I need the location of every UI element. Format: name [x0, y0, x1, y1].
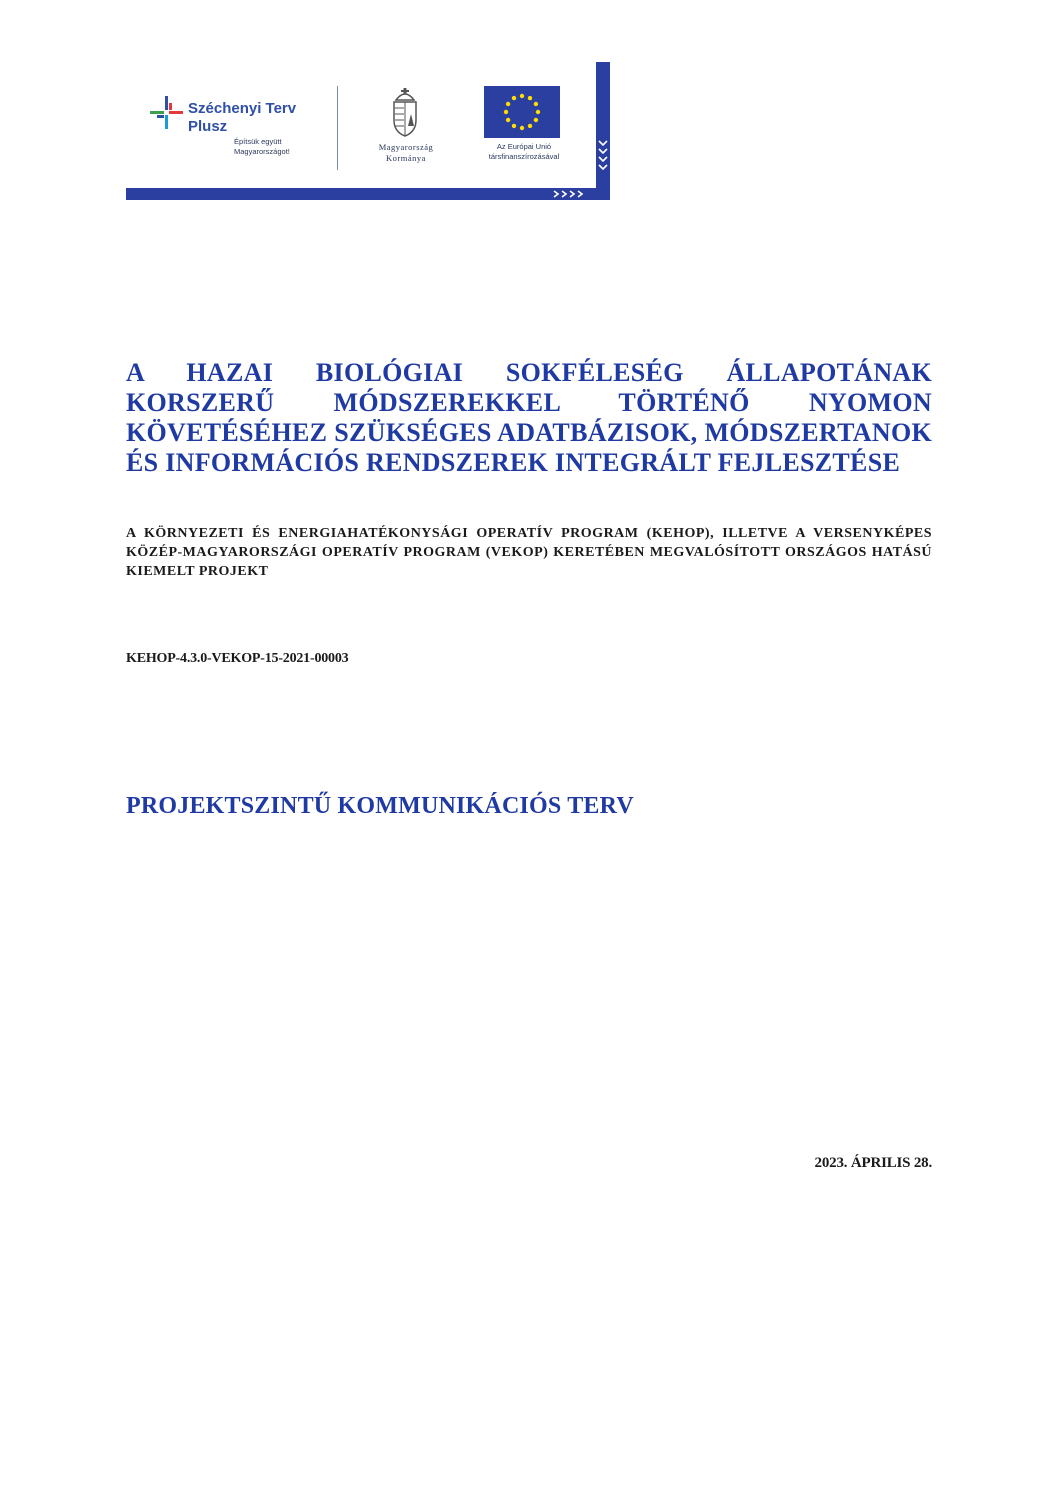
szechenyi-cross-icon: [150, 96, 186, 132]
szechenyi-name: Széchenyi Terv Plusz: [188, 100, 297, 135]
szechenyi-terv-plusz-logo: [150, 92, 340, 158]
main-title: A HAZAI BIOLÓGIAI SOKFÉLESÉG ÁLLAPOTÁNAK KORSZERŰ MÓDSZEREKKEL TÖRTÉNŐ NYOMON KÖVETÉSÉHEZ SZÜKSÉGES ADATBÁZISOK, MÓDSZERTANOK ÉS INFORMÁCIÓS RENDSZEREK INTEGRÁLT FEJLESZTÉSE: [126, 358, 932, 477]
header-banner: [126, 62, 610, 200]
project-code: KEHOP-4.3.0-VEKOP-15-2021-00003: [126, 651, 349, 666]
banner-side-bar: [596, 62, 610, 200]
government-label: Magyarország Kormánya: [378, 142, 434, 163]
banner-bottom-bar: [126, 188, 610, 200]
hungarian-coat-of-arms-icon: [390, 86, 420, 138]
chevrons-down-icon: [597, 138, 609, 172]
logo-divider: [337, 86, 338, 170]
document-date: 2023. ÁPRILIS 28.: [814, 1155, 932, 1171]
document-title: PROJEKTSZINTŰ KOMMUNIKÁCIÓS TERV: [126, 793, 634, 819]
eu-cofinancing-label: Az Európai Unió társfinanszírozásával: [488, 142, 560, 161]
eu-stars-icon: [484, 86, 560, 138]
szechenyi-slogan: Építsük együtt Magyarországot!: [234, 137, 290, 156]
eu-flag-icon: [484, 86, 560, 138]
program-subtitle: A KÖRNYEZETI ÉS ENERGIAHATÉKONYSÁGI OPERATÍV PROGRAM (KEHOP), ILLETVE A VERSENYKÉPES KÖZÉP-MAGYARORSZÁGI OPERATÍV PROGRAM (VEKOP) KERETÉBEN MEGVALÓSÍTOTT ORSZÁGOS HATÁSÚ KIEMELT PROJEKT: [126, 526, 932, 579]
chevrons-right-icon: [552, 190, 592, 198]
